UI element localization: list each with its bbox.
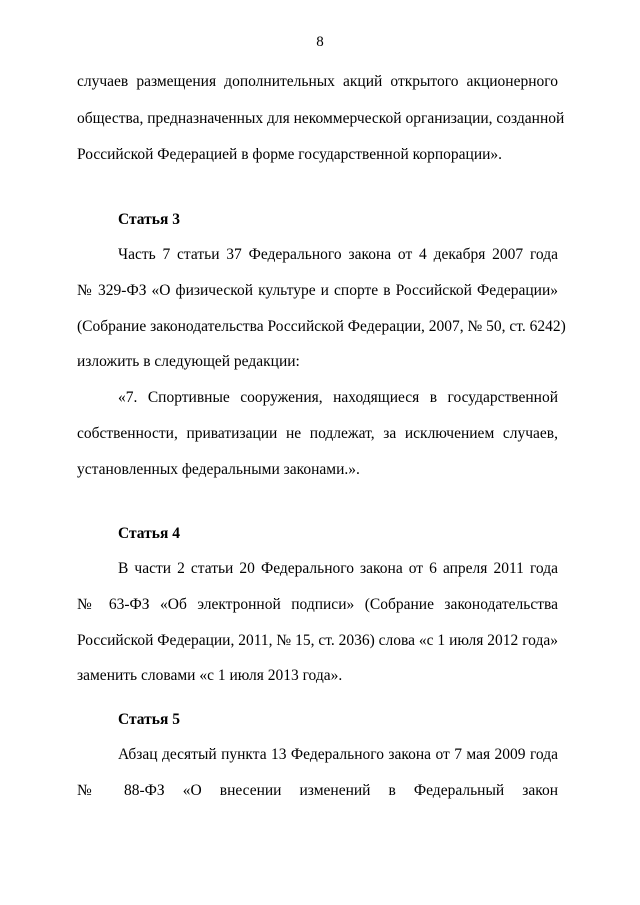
article-4-line-4: заменить словами «с 1 июля 2013 года». <box>77 667 343 684</box>
intro-line-3: Российской Федерацией в форме государственной корпорации». <box>77 146 503 163</box>
article-3-line-3: (Собрание законодательства Российской Федерации, 2007, № 50, ст. 6242) <box>77 318 566 335</box>
article-3-line-7: установленных федеральными законами.». <box>77 461 360 478</box>
page-number: 8 <box>316 34 324 50</box>
article-3-line-6: собственности, приватизации не подлежат, за исключением случаев, <box>77 425 558 442</box>
article-5-line-1: Абзац десятый пункта 13 Федерального закона от 7 мая 2009 года <box>118 746 558 763</box>
article-4-line-3: Российской Федерации, 2011, № 15, ст. 2036) слова «с 1 июля 2012 года» <box>77 632 558 649</box>
article-4-line-2: № 63-ФЗ «Об электронной подписи» (Собрание законодательства <box>77 596 558 613</box>
article-4-heading: Статья 4 <box>118 525 180 542</box>
intro-line-2: общества, предназначенных для некоммерческой организации, созданной <box>77 110 565 127</box>
article-4-line-1: В части 2 статьи 20 Федерального закона от 6 апреля 2011 года <box>118 560 558 577</box>
intro-line-1: случаев размещения дополнительных акций открытого акционерного <box>77 73 558 90</box>
article-3-line-5: «7. Спортивные сооружения, находящиеся в государственной <box>118 389 558 406</box>
article-5-heading: Статья 5 <box>118 711 180 728</box>
article-5-line-2: № 88-ФЗ «О внесении изменений в Федеральный закон <box>77 782 558 799</box>
article-3-line-1: Часть 7 статьи 37 Федерального закона от 4 декабря 2007 года <box>118 246 558 263</box>
article-3-line-4: изложить в следующей редакции: <box>77 353 300 370</box>
article-3-line-2: № 329-ФЗ «О физической культуре и спорте в Российской Федерации» <box>77 282 558 299</box>
article-3-heading: Статья 3 <box>118 211 180 228</box>
